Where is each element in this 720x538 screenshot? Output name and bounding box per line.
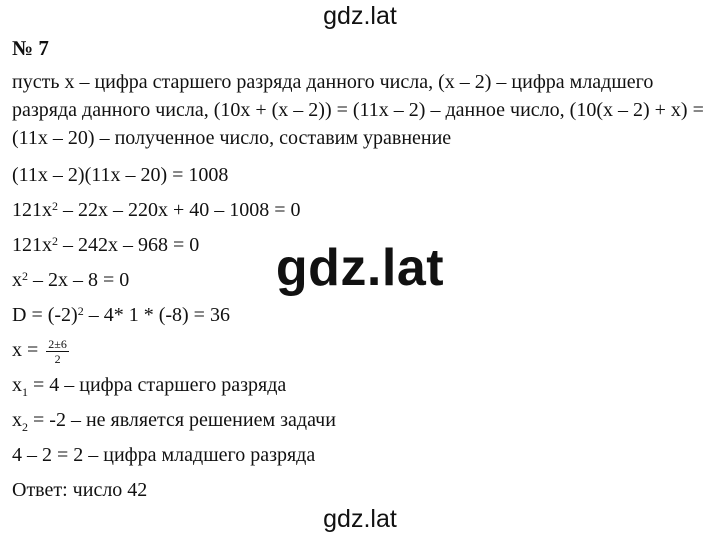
watermark-top: gdz.lat [323,2,397,30]
equation-line-3: $121x^2 - 242x - 968 = 0$ [12,234,200,256]
watermark-bottom: gdz.lat [323,505,397,533]
exponent: 2 [52,234,58,248]
exponent: 2 [52,199,58,213]
discriminant-line: $D = (-2)^2 - 4*$ 1 * (-8) = 36 [12,304,230,326]
watermark-middle: gdz.lat [275,239,445,297]
fraction-numerator: 2±6 [48,336,67,351]
equation-line-2: $121x^2 - 22x - 220x + 40 - 1008 = 0$ [12,199,301,221]
exponent: 2 [22,269,28,283]
fraction [46,337,69,366]
fraction-denominator: 2 [54,351,61,366]
root-formula-line: x = $\frac{2\pm 6}{2}$ [12,336,67,366]
lower-digit-line: 4 – 2 = 2 – цифра младшего разряда [12,444,316,466]
equation-line-4: $x^2 - 2x - 8 = 0$ [12,269,130,291]
subscript: 2 [22,420,28,434]
equation-line-1: (11x – 2)(11x – 20) = 1008 [12,164,229,186]
problem-number: № 7 [12,36,49,60]
intro-paragraph: пусть x – цифра старшего разряда данного числа, (x – 2) – цифра младшего разряда данного числа, (10x + (x – 2)) = (11x – 2) – данное число, (10(x – 2) + x) = (11x – 20) – полученное число, составим уравнение [12,71,704,149]
exponent: 2 [77,304,84,318]
subscript: 1 [22,385,28,399]
root-1-line: $x_1 = 4$ – цифра старшего разряда [12,374,287,399]
answer-line: Ответ: число 42 [12,479,148,501]
root-2-line: $x_2 = -2$ – не является решением задачи [12,409,336,434]
